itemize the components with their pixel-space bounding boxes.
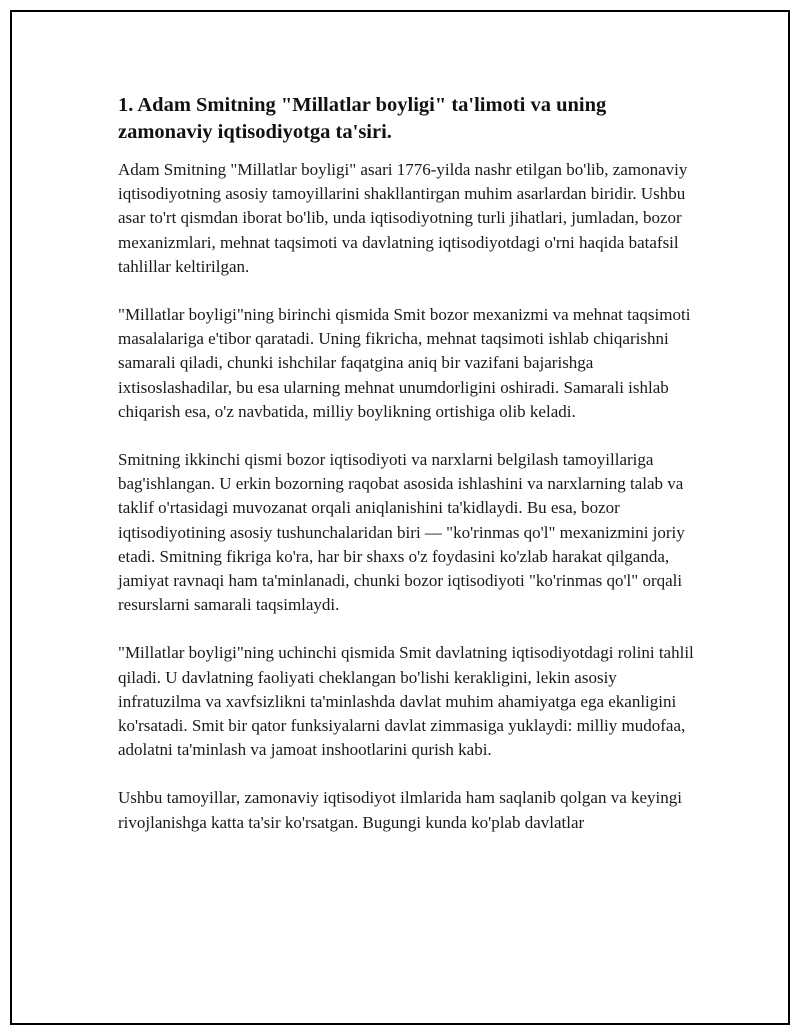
document-body <box>118 92 698 859</box>
paragraph-part-two: Smitning ikkinchi qismi bozor iqtisodiyoti va narxlarni belgilash tamoyillariga bag'ishlangan. U erkin bozorning raqobat asosida ishlashini va narxlarning talab va taklif o'rtasidagi muvozanat orqali aniqlanishini ta'kidlaydi. Bu esa, bozor iqtisodiyotining asosiy tushunchalaridan biri — "ko'rinmas qo'l" mexanizmini joriy etadi. Smitning fikriga ko'ra, har bir shaxs o'z foydasini ko'zlab harakat qilganda, jamiyat ravnaqi ham ta'minlanadi, chunki bozor iqtisodiyoti "ko'rinmas qo'l" orqali resurslarni samarali taqsimlaydi. <box>118 450 685 615</box>
paragraph-conclusion: Ushbu tamoyillar, zamonaviy iqtisodiyot ilmlarida ham saqlanib qolgan va keyingi rivojlanishga katta ta'sir ko'rsatgan. Bugungi kunda ko'plab davlatlar <box>118 788 682 832</box>
paragraph-intro: Adam Smitning "Millatlar boyligi" asari 1776-yilda nashr etilgan bo'lib, zamonaviy iqtisodiyotning asosiy tamoyillarini shakllantirgan muhim asarlardan biridir. Ushbu asar to'rt qismdan iborat bo'lib, unda iqtisodiyotning turli jihatlari, jumladan, bozor mexanizmlari, mehnat taqsimoti va davlatning iqtisodiyotdagi o'rni haqida batafsil tahlillar keltirilgan. <box>118 160 688 276</box>
paragraph-part-one: "Millatlar boyligi"ning birinchi qismida Smit bozor mexanizmi va mehnat taqsimoti masalalariga e'tibor qaratadi. Uning fikricha, mehnat taqsimoti ishlab chiqarishni samarali qiladi, chunki ishchilar faqatgina aniq bir vazifani bajarishga ixtisoslashadilar, bu esa ularning mehnat unumdorligini oshiradi. Samarali ishlab chiqarish esa, o'z navbatida, milliy boylikning ortishiga olib keladi. <box>118 305 691 421</box>
section-heading: 1. Adam Smitning "Millatlar boyligi" ta'limoti va uning zamonaviy iqtisodiyotga ta'siri. <box>118 94 607 143</box>
paragraph-part-three: "Millatlar boyligi"ning uchinchi qismida Smit davlatning iqtisodiyotdagi rolini tahlil qiladi. U davlatning faoliyati cheklangan bo'lishi kerakligini, lekin asosiy infratuzilma va xavfsizlikni ta'minlashda davlat muhim ahamiyatga ega ekanligini ko'rsatadi. Smit bir qator funksiyalarni davlat zimmasiga yuklaydi: milliy mudofaa, adolatni ta'minlash va jamoat inshootlarini qurish kabi. <box>118 643 694 760</box>
document-page <box>10 10 790 1025</box>
